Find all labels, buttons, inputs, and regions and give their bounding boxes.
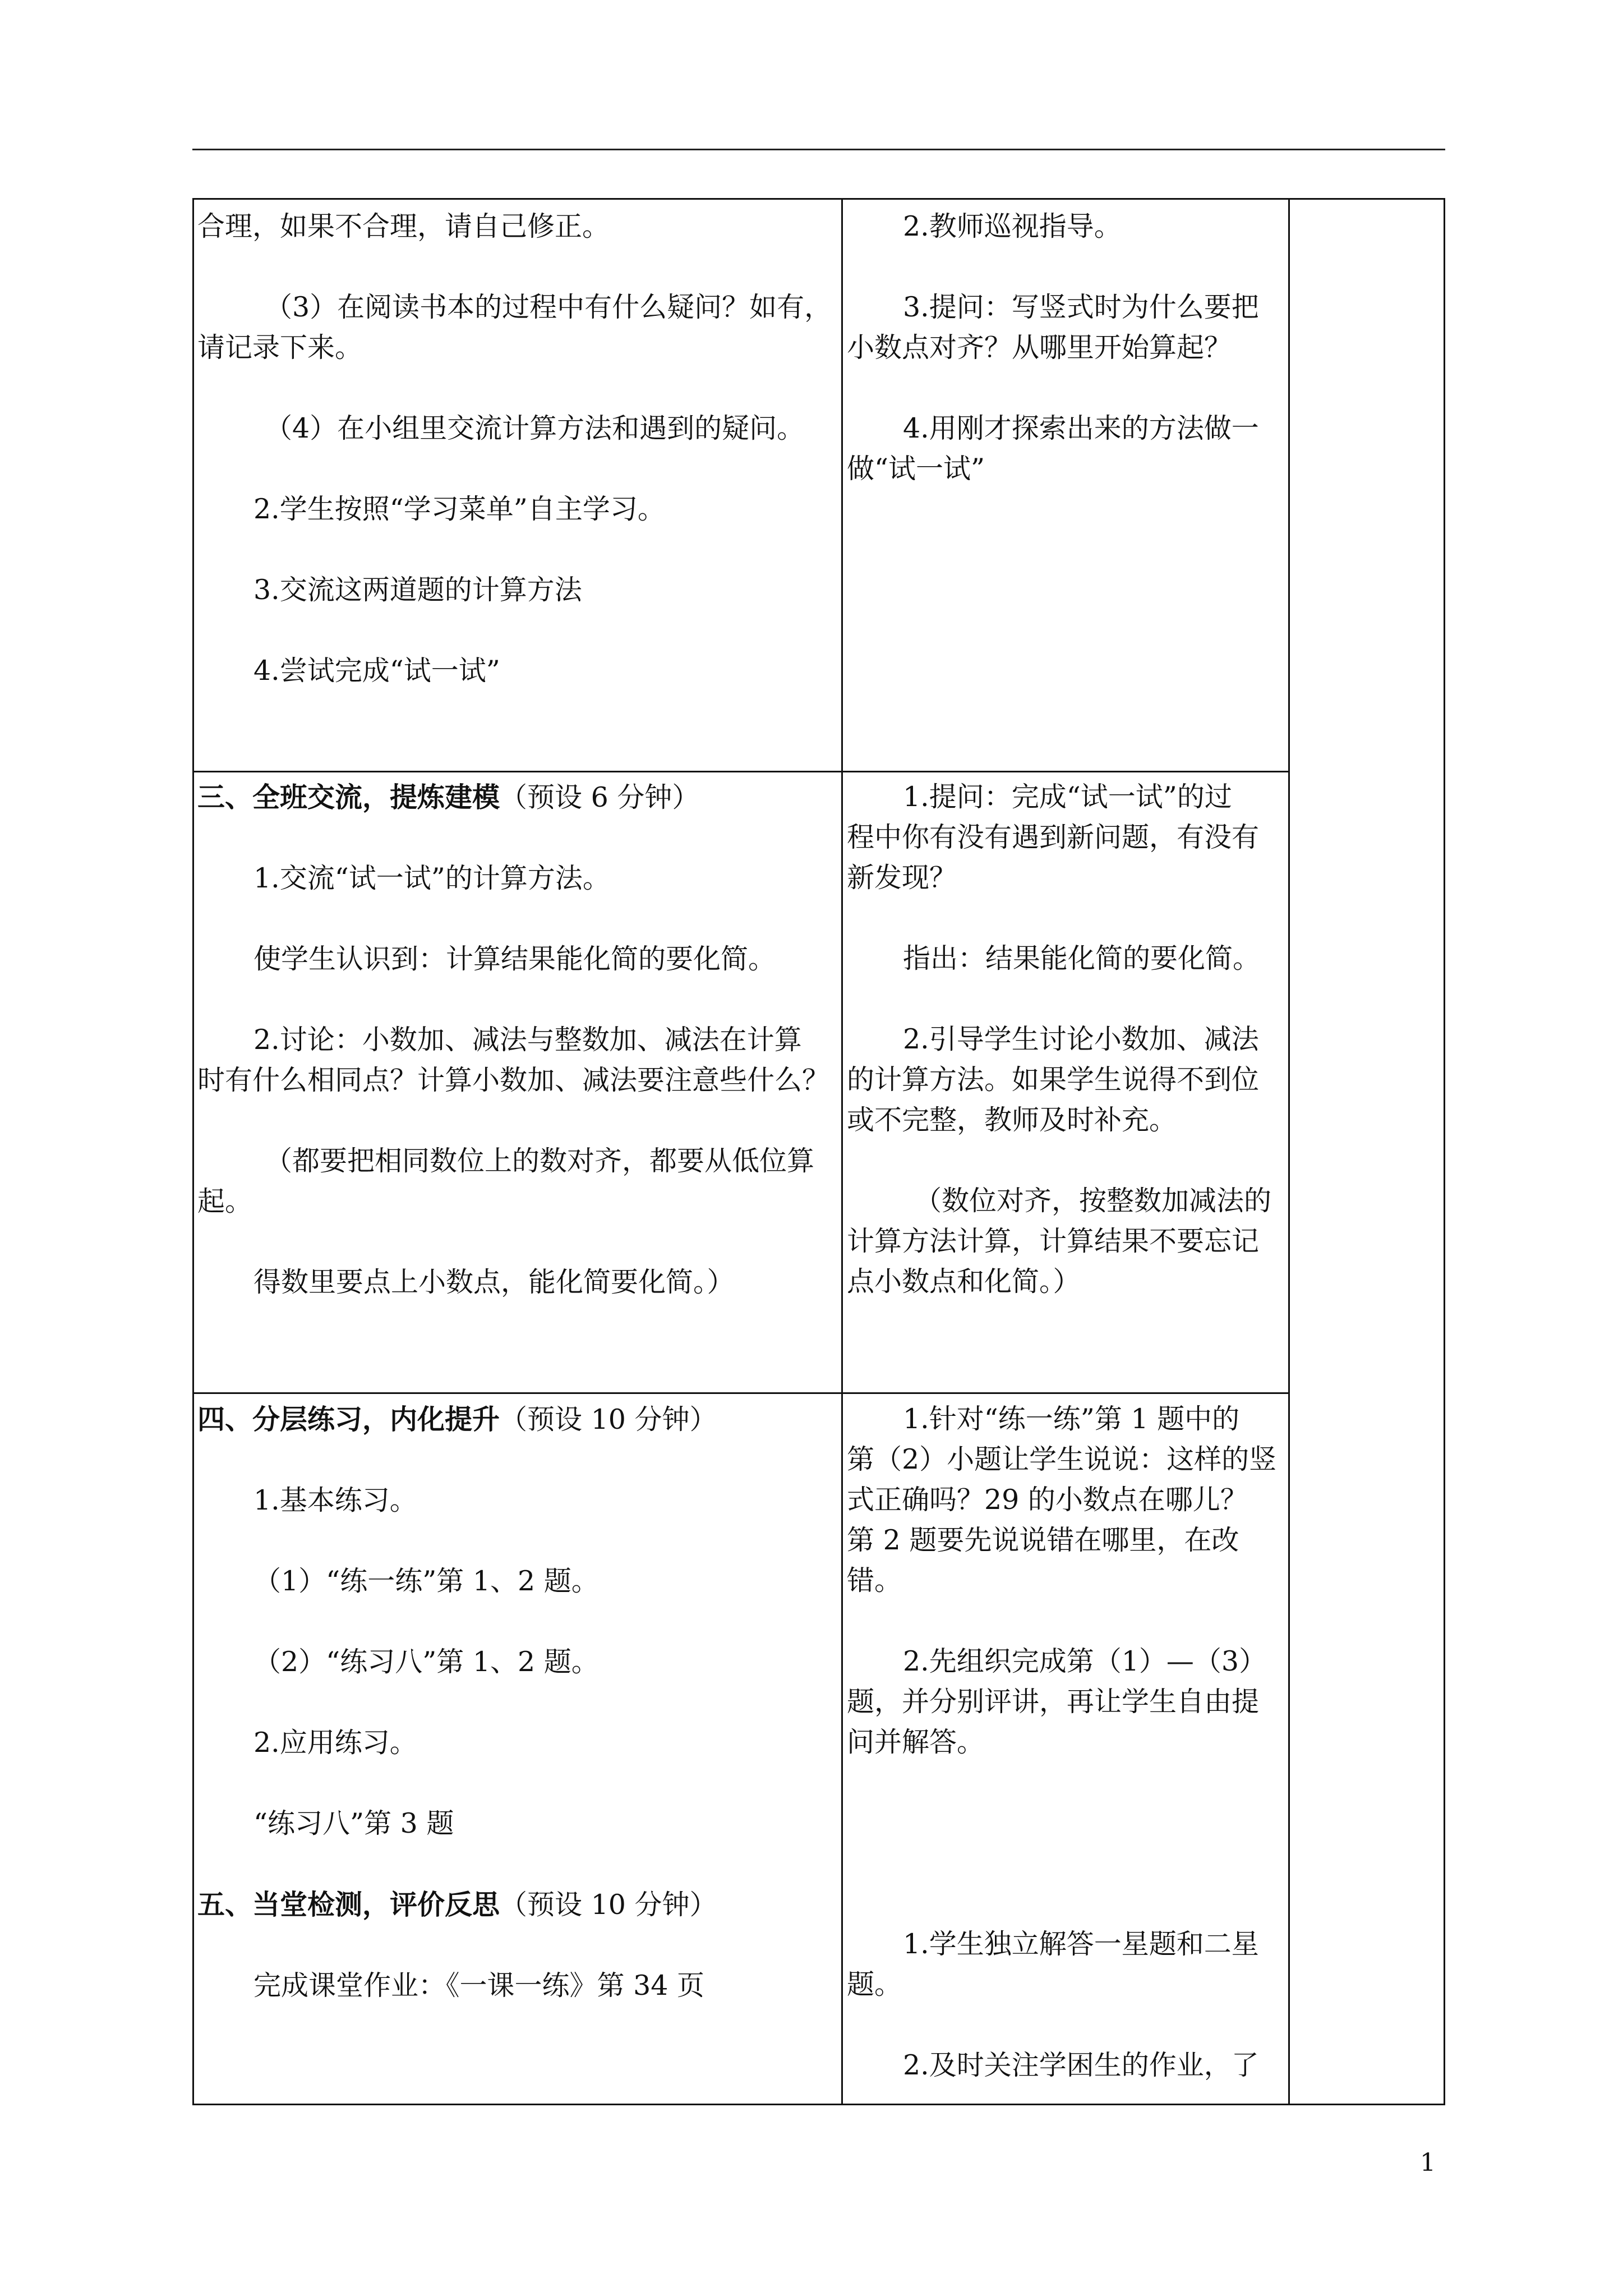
text-line: 1.针对“练一练”第 1 题中的 bbox=[903, 1403, 1240, 1435]
text-line: 2.学生按照“学习菜单”自主学习。 bbox=[253, 493, 665, 525]
section-heading bbox=[197, 1399, 837, 1440]
text-line: “练习八”第 3 题 bbox=[253, 1807, 454, 1839]
text-line: 程中你有没有遇到新问题，有没有 bbox=[847, 821, 1260, 853]
text-line: 请记录下来。 bbox=[197, 332, 363, 364]
text-line: 计算方法计算，计算结果不要忘记 bbox=[847, 1225, 1260, 1257]
right-cell-row1 bbox=[847, 206, 1284, 489]
page-number: 1 bbox=[1420, 2148, 1436, 2177]
text-line: 新发现？ bbox=[847, 862, 957, 894]
left-cell-row3 bbox=[197, 1399, 837, 2006]
row-divider-right-2 bbox=[843, 1392, 1290, 1394]
text-line: 2.先组织完成第（1）—（3） bbox=[903, 1645, 1267, 1677]
section-heading bbox=[197, 777, 837, 818]
text-line: 4.用刚才探索出来的方法做一 bbox=[903, 412, 1259, 444]
section-time: （预设 10 分钟） bbox=[500, 1404, 717, 1435]
text-line: 小数点对齐？从哪里开始算起？ bbox=[847, 332, 1232, 364]
text-line: （2）“练习八”第 1、2 题。 bbox=[253, 1646, 599, 1678]
text-line: 题。 bbox=[847, 1968, 902, 2000]
text-line: 第 2 题要先说说错在哪里，在改错。 bbox=[847, 1524, 1239, 1596]
section-title: 三、全班交流，提炼建模 bbox=[197, 781, 500, 813]
text-line: 时有什么相同点？计算小数加、减法要注意些什么？ bbox=[197, 1064, 830, 1096]
row-divider-right-1 bbox=[843, 771, 1290, 772]
text-line: 使学生认识到：计算结果能化简的要化简。 bbox=[253, 943, 776, 975]
text-line: 得数里要点上小数点，能化简要化简。） bbox=[253, 1266, 735, 1298]
text-line: 4.尝试完成“试一试” bbox=[253, 655, 500, 687]
header-rule bbox=[192, 149, 1445, 150]
text-line: （都要把相同数位上的数对齐，都要从低位算 bbox=[265, 1145, 815, 1177]
right-cell-row2 bbox=[847, 777, 1284, 1302]
column-divider-1 bbox=[841, 198, 843, 2105]
text-line: 2.应用练习。 bbox=[253, 1727, 417, 1759]
row-divider-left-2 bbox=[192, 1392, 843, 1394]
text-line: 做“试一试” bbox=[847, 453, 985, 485]
text-line: 合理，如果不合理，请自己修正。 bbox=[197, 210, 610, 242]
text-line: 第（2）小题让学生说说：这样的竖 bbox=[847, 1443, 1277, 1475]
text-line: 2.教师巡视指导。 bbox=[903, 210, 1122, 242]
text-line: （3）在阅读书本的过程中有什么疑问？如有， bbox=[265, 291, 832, 323]
section-time: （预设 10 分钟） bbox=[500, 1889, 717, 1921]
text-line: 3.提问：写竖式时为什么要把 bbox=[903, 291, 1259, 323]
text-line: 2.及时关注学困生的作业，了 bbox=[903, 2049, 1259, 2081]
text-line: 式正确吗？29 的小数点在哪儿？ bbox=[847, 1484, 1248, 1516]
text-line: 1.交流“试一试”的计算方法。 bbox=[253, 862, 610, 894]
section-title: 五、当堂检测，评价反思 bbox=[197, 1888, 500, 1921]
row-divider-left-1 bbox=[192, 771, 843, 772]
text-line: 2.讨论：小数加、减法与整数加、减法在计算 bbox=[253, 1024, 802, 1056]
text-line: 3.交流这两道题的计算方法 bbox=[253, 574, 582, 606]
text-line: 1.提问：完成“试一试”的过 bbox=[903, 781, 1232, 813]
text-line: 起。 bbox=[197, 1185, 253, 1217]
section-heading bbox=[197, 1884, 837, 1925]
left-cell-row1 bbox=[197, 206, 837, 691]
left-cell-row2 bbox=[197, 777, 837, 1303]
text-line: 点小数点和化简。） bbox=[847, 1266, 1081, 1297]
text-line: 1.学生独立解答一星题和二星 bbox=[903, 1928, 1259, 1960]
section-title: 四、分层练习，内化提升 bbox=[197, 1403, 500, 1435]
text-line: 1.基本练习。 bbox=[253, 1484, 417, 1516]
section-time: （预设 6 分钟） bbox=[500, 781, 700, 813]
right-cell-row3 bbox=[847, 1399, 1284, 2086]
text-line: 指出：结果能化简的要化简。 bbox=[903, 942, 1261, 974]
text-line: 的计算方法。如果学生说得不到位 bbox=[847, 1064, 1260, 1096]
text-line: （1）“练一练”第 1、2 题。 bbox=[253, 1565, 599, 1597]
column-divider-2 bbox=[1288, 198, 1290, 2105]
text-line: 题，并分别评讲，再让学生自由提 bbox=[847, 1686, 1260, 1718]
text-line: （4）在小组里交流计算方法和遇到的疑问。 bbox=[265, 412, 805, 444]
text-line: （数位对齐，按整数加减法的 bbox=[914, 1185, 1272, 1217]
text-line: 问并解答。 bbox=[847, 1726, 985, 1758]
text-line: 或不完整，教师及时补充。 bbox=[847, 1104, 1177, 1136]
text-line: 2.引导学生讨论小数加、减法 bbox=[903, 1023, 1259, 1055]
text-line: 完成课堂作业：《一课一练》第 34 页 bbox=[253, 1970, 705, 2001]
